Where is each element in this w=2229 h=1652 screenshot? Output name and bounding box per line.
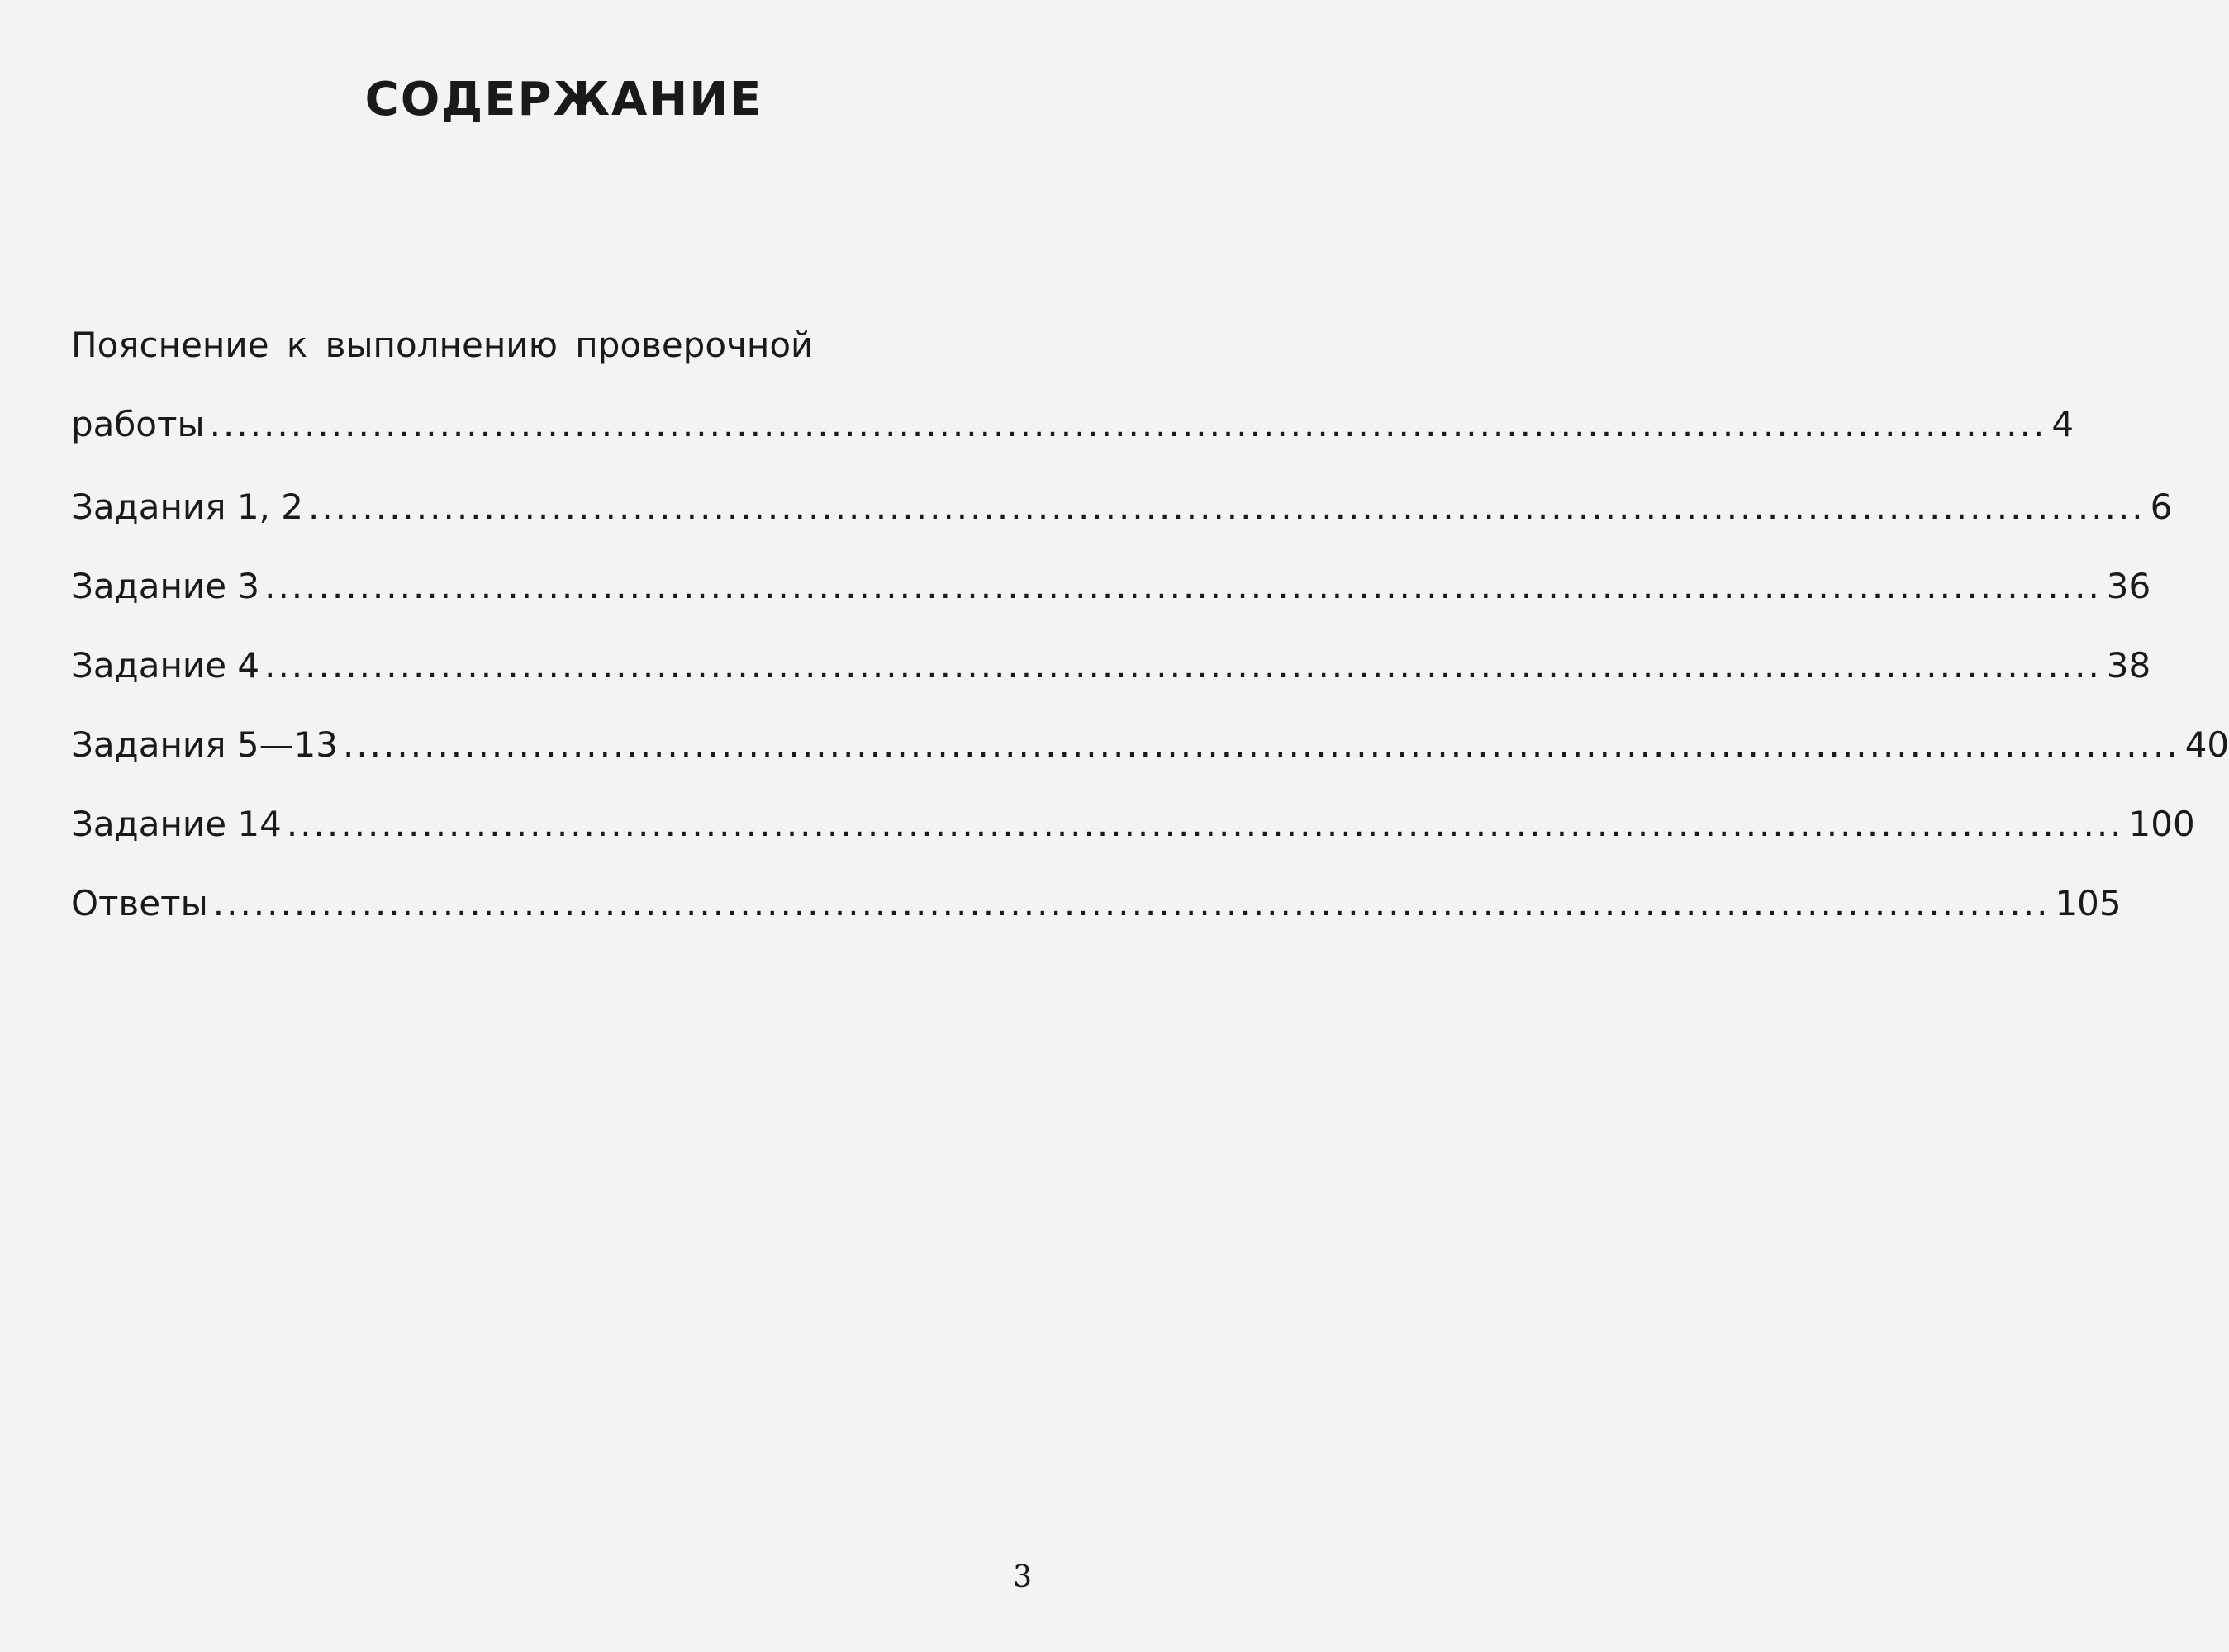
toc-entry-label: работы bbox=[71, 404, 205, 444]
toc-entry-page: 38 bbox=[2106, 645, 2151, 686]
dot-leader: ........................................................................................................................................ bbox=[209, 404, 2047, 444]
toc-entry-label: Задание 3 bbox=[71, 566, 260, 606]
page-title: СОДЕРЖАНИЕ bbox=[364, 73, 763, 126]
dot-leader: ........................................................................................................................................ bbox=[286, 804, 2124, 844]
toc-entry-page: 105 bbox=[2055, 883, 2122, 923]
table-of-contents bbox=[71, 306, 2229, 943]
dot-leader: ........................................................................................................................................ bbox=[212, 883, 2051, 923]
toc-entry-page: 36 bbox=[2106, 566, 2151, 606]
toc-entry-page: 6 bbox=[2150, 487, 2173, 527]
dot-leader: ........................................................................................................................................ bbox=[264, 645, 2102, 686]
toc-entry-tasks-5-13[interactable] bbox=[71, 705, 2229, 785]
toc-entry-label: Задание 4 bbox=[71, 645, 260, 686]
dot-leader: ........................................................................................................................................ bbox=[342, 724, 2180, 765]
toc-entry-page: 100 bbox=[2128, 804, 2195, 844]
toc-entry-label: Задания 5—13 bbox=[71, 724, 338, 765]
toc-entry-label: Задания 1, 2 bbox=[71, 487, 303, 527]
toc-entry-tasks-1-2[interactable] bbox=[71, 468, 2173, 547]
toc-entry-page: 4 bbox=[2051, 404, 2075, 444]
toc-entry-task-4[interactable] bbox=[71, 626, 2151, 705]
toc-entry-page: 40 bbox=[2184, 724, 2229, 765]
toc-entry-task-14[interactable] bbox=[71, 785, 2195, 864]
dot-leader: ........................................................................................................................................ bbox=[264, 566, 2102, 606]
dot-leader: ........................................................................................................................................ bbox=[307, 487, 2146, 527]
toc-entry-label: Задание 14 bbox=[71, 804, 282, 844]
toc-entry-label: Ответы bbox=[71, 883, 208, 923]
toc-entry-answers[interactable] bbox=[71, 864, 2122, 943]
page-number: 3 bbox=[1013, 1560, 1032, 1594]
toc-entry-task-3[interactable] bbox=[71, 547, 2151, 626]
toc-entry-label-line1: Пояснение к выполнению проверочной bbox=[71, 325, 814, 365]
toc-entry-explanation[interactable] bbox=[71, 306, 2075, 468]
